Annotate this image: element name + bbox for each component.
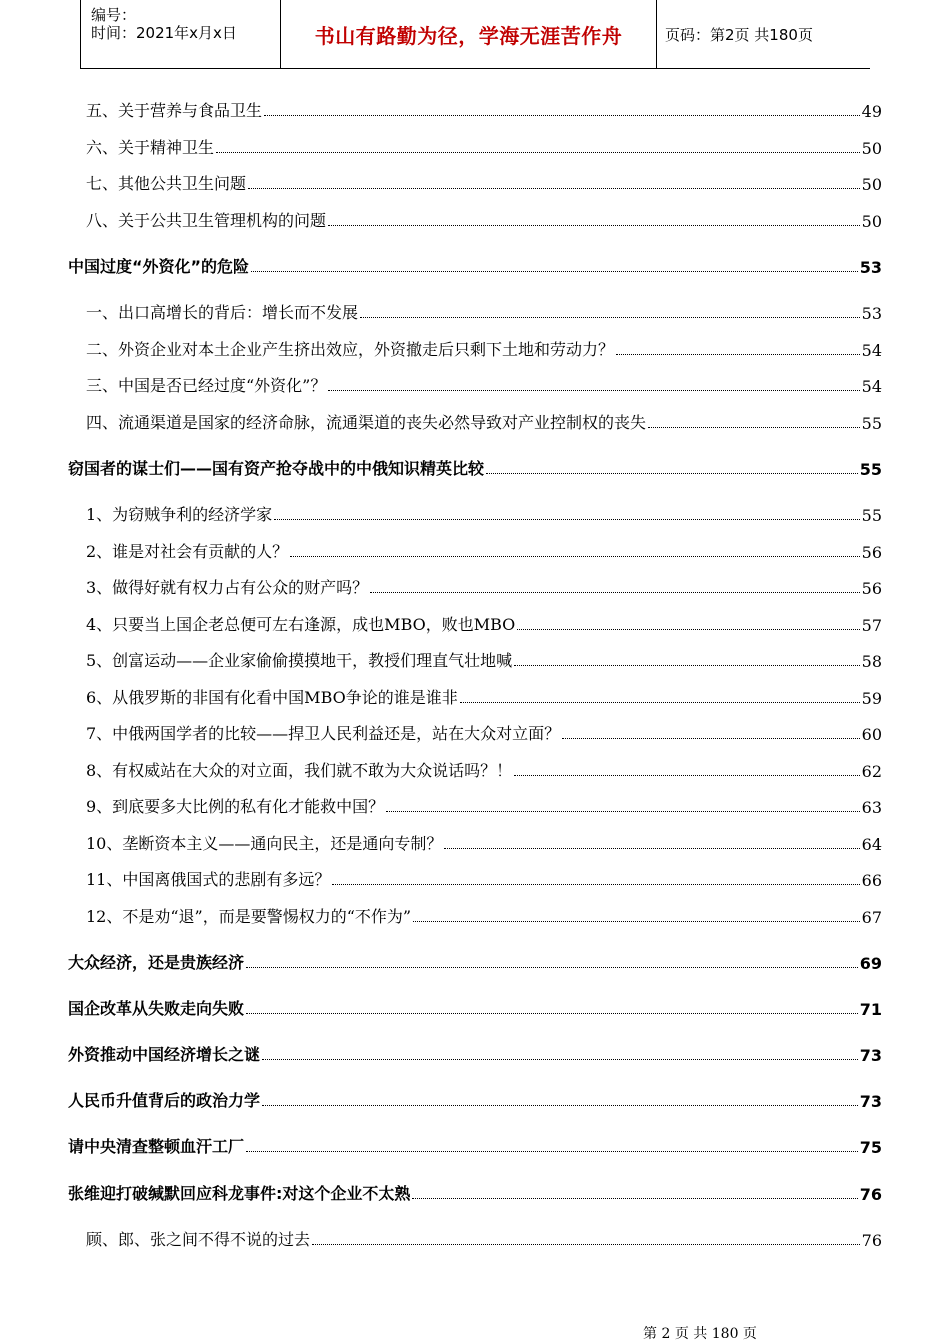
toc-chapter-entry[interactable] [68, 949, 882, 973]
toc-dot-leader [332, 884, 859, 885]
toc-dot-leader [246, 1013, 858, 1014]
toc-entry-page: 69 [859, 954, 882, 973]
toc-section-entry[interactable] [68, 793, 882, 817]
toc-section-entry[interactable] [68, 1226, 882, 1250]
header-motto: 书山有路勤为径，学海无涯苦作舟 [314, 24, 623, 48]
toc-dot-leader [360, 317, 860, 318]
toc-entry-page: 62 [861, 762, 882, 781]
toc-entry-title: 三、中国是否已经过度“外资化”？ [86, 376, 327, 395]
toc-entry-page: 67 [861, 908, 882, 927]
toc-entry-title: 2、谁是对社会有贡献的人？ [86, 542, 289, 561]
toc-chapter-entry[interactable] [68, 1180, 882, 1204]
toc-section-entry[interactable] [68, 574, 882, 598]
toc-entry-page: 50 [861, 139, 882, 158]
toc-entry-page: 73 [859, 1046, 882, 1065]
toc-dot-leader [246, 967, 858, 968]
header-motto-cell [280, 0, 657, 68]
toc-entry-page: 58 [861, 652, 882, 671]
toc-entry-title: 12、不是劝“退”，而是要警惕权力的“不作为” [86, 907, 412, 926]
header-page-info: 页码：第2页 共180页 [665, 26, 813, 44]
footer-page-number: 第 2 页 共 180 页 [643, 1326, 757, 1342]
toc-dot-leader [616, 354, 860, 355]
toc-entry-title: 八、关于公共卫生管理机构的问题 [86, 211, 327, 230]
toc-entry-page: 76 [859, 1185, 882, 1204]
toc-dot-leader [251, 271, 858, 272]
document-time-label: 时间：2021年x月x日 [91, 24, 237, 42]
toc-entry-page: 49 [861, 102, 882, 121]
toc-chapter-entry[interactable] [68, 455, 882, 479]
toc-chapter-entry[interactable] [68, 1041, 882, 1065]
toc-entry-page: 55 [859, 460, 882, 479]
toc-entry-page: 55 [861, 506, 882, 525]
toc-dot-leader [262, 1059, 858, 1060]
toc-section-entry[interactable] [68, 757, 882, 781]
toc-section-entry[interactable] [68, 611, 882, 635]
toc-section-entry[interactable] [68, 903, 882, 927]
toc-entry-title: 二、外资企业对本土企业产生挤出效应，外资撤走后只剩下土地和劳动力？ [86, 340, 615, 359]
toc-entry-title: 人民币升值背后的政治力学 [68, 1091, 261, 1110]
toc-section-entry[interactable] [68, 170, 882, 194]
toc-chapter-entry[interactable] [68, 1087, 882, 1111]
toc-dot-leader [312, 1244, 860, 1245]
toc-entry-title: 国企改革从失败走向失败 [68, 999, 245, 1018]
toc-entry-page: 57 [861, 616, 882, 635]
toc-dot-leader [444, 848, 859, 849]
toc-dot-leader [328, 225, 860, 226]
toc-entry-page: 75 [859, 1138, 882, 1157]
toc-dot-leader [460, 702, 860, 703]
toc-entry-title: 5、创富运动——企业家偷偷摸摸地干，教授们理直气壮地喊 [86, 651, 513, 670]
toc-entry-title: 7、中俄两国学者的比较——捍卫人民利益还是，站在大众对立面？ [86, 724, 561, 743]
toc-dot-leader [514, 665, 859, 666]
toc-entry-title: 9、到底要多大比例的私有化才能救中国？ [86, 797, 385, 816]
toc-entry-page: 56 [861, 543, 882, 562]
toc-entry-page: 76 [861, 1231, 882, 1250]
toc-entry-page: 59 [861, 689, 882, 708]
toc-entry-title: 11、中国离俄国式的悲剧有多远？ [86, 870, 331, 889]
toc-entry-page: 63 [861, 798, 882, 817]
toc-entry-page: 73 [859, 1092, 882, 1111]
toc-entry-title: 4、只要当上国企老总便可左右逢源，成也MBO，败也MBO [86, 615, 516, 634]
toc-dot-leader [216, 152, 860, 153]
toc-entry-page: 55 [861, 414, 882, 433]
toc-entry-title: 一、出口高增长的背后：增长而不发展 [86, 303, 359, 322]
toc-dot-leader [517, 629, 859, 630]
toc-dot-leader [274, 519, 859, 520]
toc-section-entry[interactable] [68, 97, 882, 121]
toc-entry-title: 1、为窃贼争利的经济学家 [86, 505, 273, 524]
toc-dot-leader [290, 556, 859, 557]
toc-entry-title: 窃国者的谋士们——国有资产抢夺战中的中俄知识精英比较 [68, 459, 485, 478]
toc-entry-title: 3、做得好就有权力占有公众的财产吗？ [86, 578, 369, 597]
page-footer [0, 1323, 950, 1343]
toc-section-entry[interactable] [68, 684, 882, 708]
toc-entry-page: 53 [861, 304, 882, 323]
page-header [80, 0, 870, 69]
toc-entry-page: 60 [861, 725, 882, 744]
toc-entry-page: 53 [859, 258, 882, 277]
toc-dot-leader [264, 115, 860, 116]
toc-section-entry[interactable] [68, 720, 882, 744]
toc-chapter-entry[interactable] [68, 253, 882, 277]
toc-section-entry[interactable] [68, 830, 882, 854]
toc-entry-title: 请中央清查整顿血汗工厂 [68, 1137, 245, 1156]
toc-section-entry[interactable] [68, 134, 882, 158]
toc-dot-leader [514, 775, 859, 776]
toc-entry-title: 顾、郎、张之间不得不说的过去 [86, 1230, 311, 1249]
toc-section-entry[interactable] [68, 501, 882, 525]
toc-entry-title: 10、垄断资本主义——通向民主，还是通向专制？ [86, 834, 443, 853]
toc-dot-leader [328, 390, 859, 391]
toc-entry-title: 外资推动中国经济增长之谜 [68, 1045, 261, 1064]
toc-entry-title: 中国过度“外资化”的危险 [68, 257, 250, 276]
toc-section-entry[interactable] [68, 372, 882, 396]
document-number-label: 编号： [91, 6, 137, 24]
toc-entry-title: 张维迎打破缄默回应科龙事件:对这个企业不太熟 [68, 1184, 411, 1203]
toc-dot-leader [648, 427, 860, 428]
toc-entry-title: 五、关于营养与食品卫生 [86, 101, 263, 120]
toc-entry-page: 64 [861, 835, 882, 854]
toc-dot-leader [486, 473, 858, 474]
toc-entry-page: 71 [859, 1000, 882, 1019]
toc-entry-page: 56 [861, 579, 882, 598]
toc-dot-leader [246, 1151, 858, 1152]
toc-section-entry[interactable] [68, 299, 882, 323]
toc-entry-page: 50 [861, 175, 882, 194]
toc-dot-leader [386, 811, 859, 812]
toc-entry-title: 六、关于精神卫生 [86, 138, 215, 157]
toc-section-entry[interactable] [68, 409, 882, 433]
toc-section-entry[interactable] [68, 647, 882, 671]
toc-entry-title: 四、流通渠道是国家的经济命脉，流通渠道的丧失必然导致对产业控制权的丧失 [86, 413, 647, 432]
toc-entry-title: 七、其他公共卫生问题 [86, 174, 247, 193]
toc-dot-leader [370, 592, 859, 593]
toc-section-entry[interactable] [68, 207, 882, 231]
toc-entry-page: 54 [861, 341, 882, 360]
toc-dot-leader [262, 1105, 858, 1106]
toc-dot-leader [248, 188, 860, 189]
toc-entry-title: 8、有权威站在大众的对立面，我们就不敢为大众说话吗？！ [86, 761, 513, 780]
header-meta-cell [80, 0, 281, 68]
toc-dot-leader [413, 921, 860, 922]
toc-entry-page: 50 [861, 212, 882, 231]
toc-section-entry[interactable] [68, 336, 882, 360]
toc-dot-leader [412, 1198, 857, 1199]
header-page-cell [655, 0, 870, 68]
toc-section-entry[interactable] [68, 866, 882, 890]
toc-entry-page: 54 [861, 377, 882, 396]
toc-chapter-entry[interactable] [68, 995, 882, 1019]
toc-dot-leader [562, 738, 859, 739]
toc-chapter-entry[interactable] [68, 1133, 882, 1157]
toc-entry-page: 66 [861, 871, 882, 890]
toc-entry-title: 大众经济，还是贵族经济 [68, 953, 245, 972]
toc-section-entry[interactable] [68, 538, 882, 562]
toc-entry-title: 6、从俄罗斯的非国有化看中国MBO争论的谁是谁非 [86, 688, 458, 707]
